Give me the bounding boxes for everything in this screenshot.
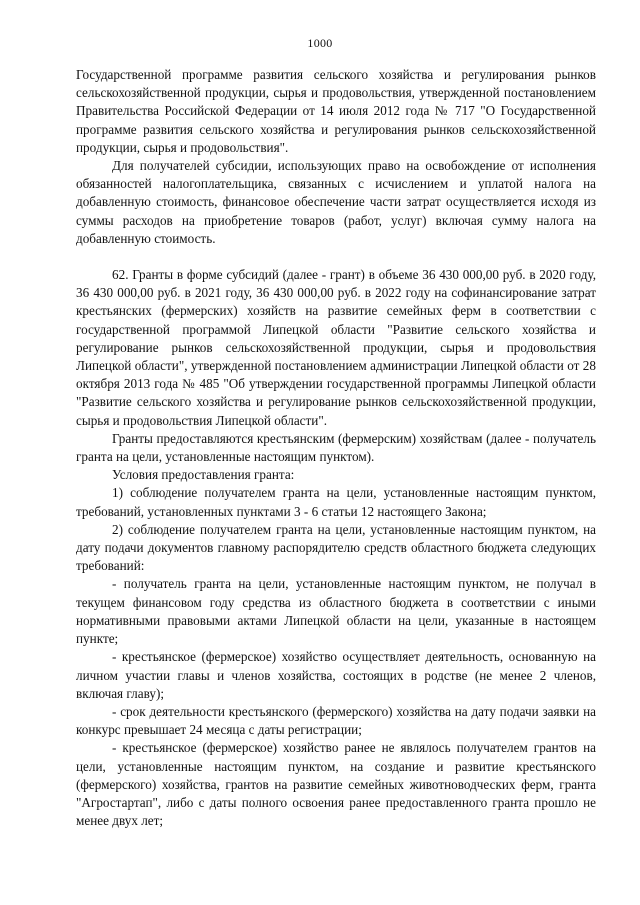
paragraph-requirement-no-previous-grants: - крестьянское (фермерское) хозяйство ранее не являлось получателем грантов на цели, установленные настоящим пунктом, на создание и развитие крестьянского (фермерского) хозяйства, грантов на развитие семейных животноводческих ферм, гранта "Агростартап", либо с даты полного освоения ранее предоставленного гранта прошло не менее двух лет; (76, 740, 596, 829)
paragraph-gap (76, 248, 596, 266)
paragraph-requirement-no-other-funds: - получатель гранта на цели, установленные настоящим пунктом, не получал в текущем финансовом году средства из областного бюджета в соответствии с иными нормативными правовыми актами Липецкой области на цели, указанные в настоящем пункте; (76, 576, 596, 647)
paragraph-program-reference: Государственной программе развития сельского хозяйства и регулирования рынков сельскохозяйственной продукции, сырья и продовольствия, утвержденной постановлением Правительства Российской Федерации от 14 июля 2012 года № 717 "О Государственной программе развития сельского хозяйства и регулирования рынков сельскохозяйственной продукции, сырья и продовольствия". (76, 67, 596, 155)
paragraph-vat-note: Для получателей субсидии, использующих право на освобождение от исполнения обязанностей налогоплательщика, связанных с исчислением и уплатой налога на добавленную стоимость, финансовое обеспечение части затрат осуществляется исходя из суммы расходов на приобретение товаров (работ, услуг) включая сумму налога на добавленную стоимость. (76, 158, 596, 246)
paragraph-grant-recipients: Гранты предоставляются крестьянским (фермерским) хозяйствам (далее - получатель гранта на цели, установленные настоящим пунктом). (76, 430, 596, 465)
document-body (76, 66, 596, 830)
paragraph-requirement-activity-term: - срок деятельности крестьянского (фермерского) хозяйства на дату подачи заявки на конкурс превышает 24 месяца с даты регистрации; (76, 703, 596, 738)
paragraph-item-62: 62. Гранты в форме субсидий (далее - грант) в объеме 36 430 000,00 руб. в 2020 году, 36 430 000,00 руб. в 2021 году, 36 430 000,00 руб. в 2022 году на софинансирование затрат крестьянских (фермерских) хозяйств на развитие семейных ферм в соответствии с государственной программой Липецкой области "Развитие сельского хозяйства и регулирование рынков сельскохозяйственной продукции, сырья и продовольствия Липецкой области", утвержденной постановлением администрации Липецкой области от 28 октября 2013 года № 485 "Об утверждении государственной программы Липецкой области "Развитие сельского хозяйства и регулирование рынков сельскохозяйственной продукции, сырья и продовольствия Липецкой области". (76, 267, 596, 428)
paragraph-condition-2: 2) соблюдение получателем гранта на цели, установленные настоящим пунктом, на дату подачи документов главному распорядителю средств областного бюджета следующих требований: (76, 521, 596, 574)
paragraph-requirement-family-members: - крестьянское (фермерское) хозяйство осуществляет деятельность, основанную на личном участии главы и членов хозяйства, состоящих в родстве (не менее 2 членов, включая главу); (76, 649, 596, 701)
paragraph-grant-conditions-heading: Условия предоставления гранта: (112, 467, 295, 483)
paragraph-condition-1: 1) соблюдение получателем гранта на цели, установленные настоящим пунктом, требований, установленных пунктами 3 - 6 статьи 12 настоящего Закона; (76, 485, 596, 519)
page-number: 1000 (307, 36, 333, 50)
